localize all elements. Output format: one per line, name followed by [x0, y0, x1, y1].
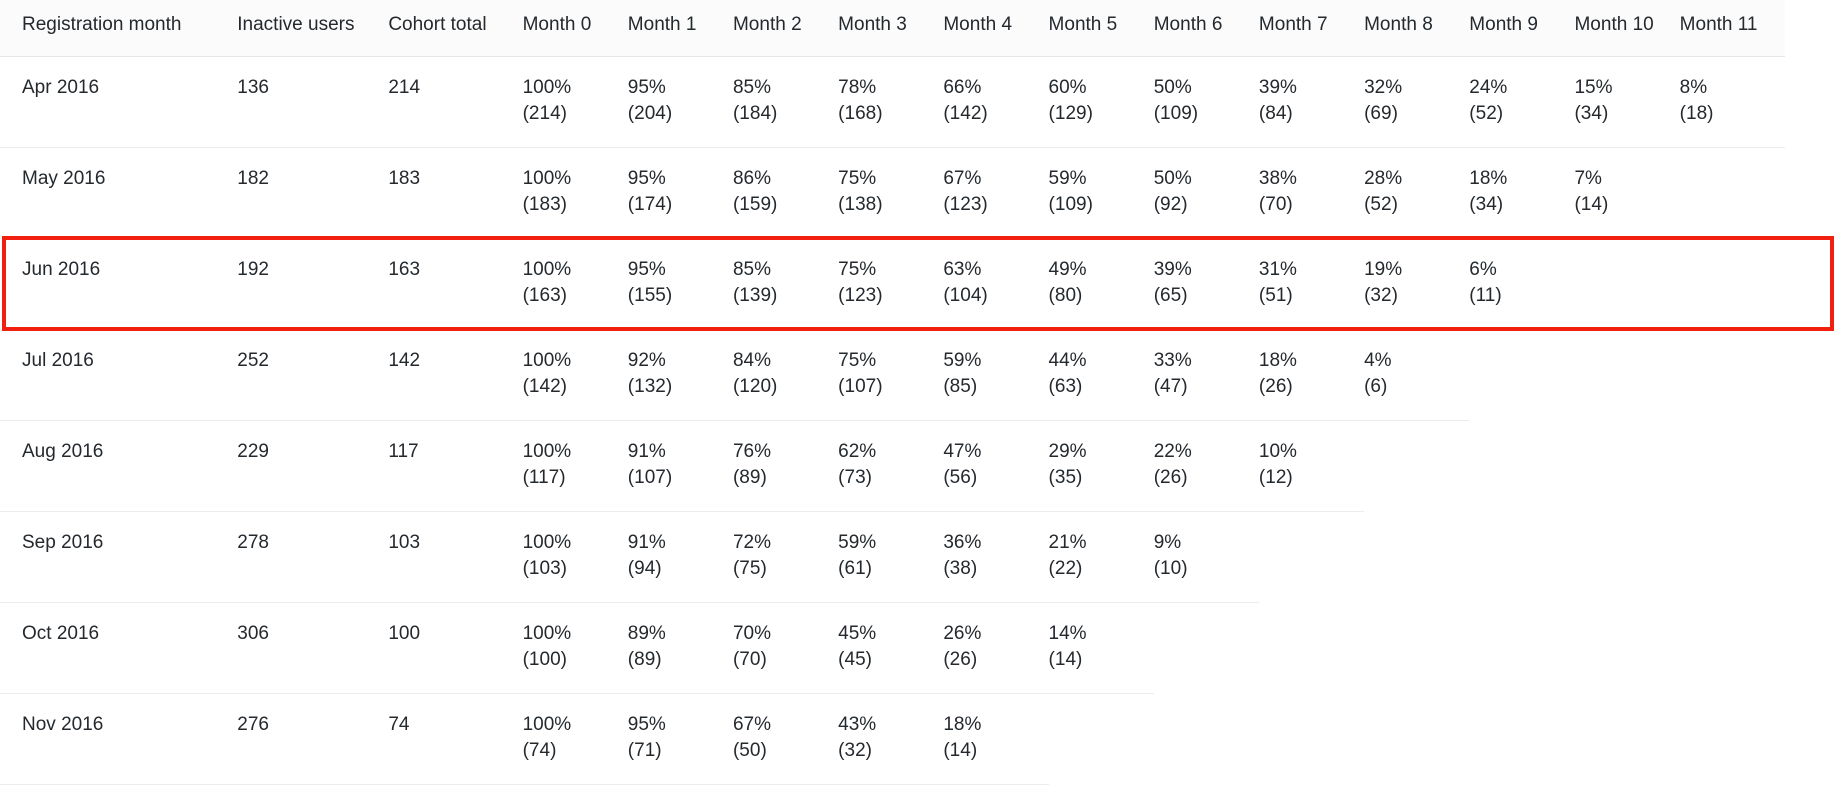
- cell-count: (10): [1153, 558, 1188, 579]
- cell-count: (123): [943, 194, 988, 215]
- cell-month-10: [1574, 694, 1679, 785]
- cell-month-5: [1049, 148, 1154, 239]
- cell-cohort-total: 142: [388, 330, 522, 421]
- cell-count: (84): [1258, 103, 1293, 124]
- table-row: [0, 148, 1785, 239]
- cell-month-8: [1364, 603, 1469, 694]
- cell-count: (32): [1364, 285, 1398, 306]
- cell-month-3: [838, 239, 943, 330]
- cell-percent: 95%: [627, 259, 666, 280]
- cell-month-0: [523, 239, 628, 330]
- cell-registration-month: Jun 2016: [0, 239, 237, 330]
- cell-count: (85): [943, 376, 978, 397]
- table-row: [0, 239, 1785, 330]
- cell-count: (109): [1048, 194, 1093, 215]
- cell-percent: 45%: [838, 623, 877, 644]
- cell-month-4: [943, 603, 1048, 694]
- cell-month-10: [1574, 148, 1679, 239]
- cell-percent: 21%: [1048, 532, 1087, 553]
- cell-cohort-total: 214: [388, 57, 522, 148]
- cell-month-0: [523, 330, 628, 421]
- cell-count: (34): [1574, 103, 1609, 124]
- cell-count: (26): [943, 649, 978, 670]
- cell-count: (47): [1153, 376, 1188, 397]
- cell-month-6: [1154, 148, 1259, 239]
- cell-month-8: [1364, 512, 1469, 603]
- cell-count: (69): [1364, 103, 1398, 124]
- cell-month-1: [628, 603, 733, 694]
- cell-percent: 91%: [627, 441, 666, 462]
- cell-month-0: [523, 421, 628, 512]
- cell-month-7: [1259, 330, 1364, 421]
- cell-percent: 75%: [838, 350, 877, 371]
- cell-percent: 91%: [627, 532, 666, 553]
- table-row: [0, 57, 1785, 148]
- cell-month-3: [838, 148, 943, 239]
- cell-month-1: [628, 421, 733, 512]
- cell-month-9: [1469, 239, 1574, 330]
- cell-cohort-total: 100: [388, 603, 522, 694]
- column-header-month-1: Month 1: [628, 0, 733, 57]
- cell-month-5: [1049, 694, 1154, 785]
- cell-percent: 50%: [1153, 77, 1192, 98]
- table-row: [0, 330, 1785, 421]
- column-header-cohort-total: Cohort total: [388, 0, 522, 57]
- cell-registration-month: Jul 2016: [0, 330, 237, 421]
- cell-month-10: [1574, 330, 1679, 421]
- cell-count: (123): [838, 285, 883, 306]
- cell-month-11: [1680, 512, 1785, 603]
- cell-month-5: [1049, 239, 1154, 330]
- cell-count: (22): [1048, 558, 1083, 579]
- cell-month-2: [733, 57, 838, 148]
- cell-percent: 59%: [1048, 168, 1087, 189]
- cell-percent: 14%: [1048, 623, 1087, 644]
- cell-percent: 8%: [1679, 77, 1708, 98]
- cell-percent: 28%: [1364, 168, 1403, 189]
- column-header-month-3: Month 3: [838, 0, 943, 57]
- cell-count: (63): [1048, 376, 1083, 397]
- cell-percent: 15%: [1574, 77, 1613, 98]
- cell-count: (70): [732, 649, 767, 670]
- cell-count: (174): [627, 194, 673, 215]
- table-header: [0, 0, 1785, 57]
- cell-month-9: [1469, 330, 1574, 421]
- table-row: [0, 512, 1785, 603]
- cell-percent: 100%: [522, 77, 572, 98]
- column-header-registration-month: Registration month: [0, 0, 237, 57]
- cell-count: (14): [943, 740, 978, 761]
- cell-percent: 4%: [1364, 350, 1392, 371]
- cell-percent: 85%: [732, 77, 772, 98]
- cell-month-3: [838, 57, 943, 148]
- cell-month-0: [523, 603, 628, 694]
- cell-percent: 36%: [943, 532, 982, 553]
- cell-count: (74): [522, 740, 557, 761]
- cell-percent: 70%: [732, 623, 772, 644]
- cell-month-2: [733, 694, 838, 785]
- cell-month-7: [1259, 57, 1364, 148]
- cell-percent: 43%: [838, 714, 877, 735]
- cell-percent: 50%: [1153, 168, 1192, 189]
- cell-count: (65): [1153, 285, 1188, 306]
- cell-percent: 19%: [1364, 259, 1403, 280]
- cell-count: (12): [1258, 467, 1293, 488]
- cell-percent: 39%: [1258, 77, 1297, 98]
- cell-percent: 10%: [1258, 441, 1297, 462]
- cell-count: (168): [838, 103, 883, 124]
- cell-month-9: [1469, 512, 1574, 603]
- cell-month-10: [1574, 603, 1679, 694]
- cell-month-4: [943, 421, 1048, 512]
- cell-month-6: [1154, 57, 1259, 148]
- cell-count: (11): [1469, 285, 1502, 306]
- cell-month-6: [1154, 694, 1259, 785]
- cell-percent: 72%: [732, 532, 772, 553]
- cell-registration-month: May 2016: [0, 148, 237, 239]
- cell-percent: 18%: [1469, 168, 1508, 189]
- cell-percent: 75%: [838, 259, 877, 280]
- cell-month-8: [1364, 421, 1469, 512]
- cell-percent: 18%: [1258, 350, 1297, 371]
- cell-month-9: [1469, 148, 1574, 239]
- cell-month-2: [733, 239, 838, 330]
- cell-percent: 49%: [1048, 259, 1087, 280]
- cell-count: (61): [838, 558, 872, 579]
- cell-month-4: [943, 512, 1048, 603]
- cell-month-10: [1574, 239, 1679, 330]
- cell-count: (142): [522, 376, 567, 397]
- column-header-month-10: Month 10: [1574, 0, 1679, 57]
- table-row: [0, 421, 1785, 512]
- cell-percent: 100%: [522, 168, 572, 189]
- cell-percent: 95%: [627, 714, 666, 735]
- cell-percent: 95%: [627, 168, 666, 189]
- cell-count: (14): [1048, 649, 1083, 670]
- column-header-month-2: Month 2: [733, 0, 838, 57]
- cell-month-5: [1049, 512, 1154, 603]
- cell-month-6: [1154, 330, 1259, 421]
- cell-month-0: [523, 148, 628, 239]
- column-header-inactive-users: Inactive users: [237, 0, 388, 57]
- cell-count: (45): [838, 649, 872, 670]
- cell-percent: 38%: [1258, 168, 1297, 189]
- cell-count: (138): [838, 194, 883, 215]
- cell-percent: 100%: [522, 441, 572, 462]
- cell-month-11: [1680, 694, 1785, 785]
- cell-count: (34): [1469, 194, 1504, 215]
- cell-registration-month: Sep 2016: [0, 512, 237, 603]
- cell-month-7: [1259, 603, 1364, 694]
- cell-count: (26): [1258, 376, 1293, 397]
- cell-percent: 100%: [522, 350, 572, 371]
- cell-month-2: [733, 421, 838, 512]
- cell-month-7: [1259, 239, 1364, 330]
- cell-month-1: [628, 694, 733, 785]
- cell-count: (100): [522, 649, 567, 670]
- cell-month-1: [628, 57, 733, 148]
- cell-count: (184): [732, 103, 778, 124]
- cell-count: (52): [1364, 194, 1398, 215]
- table-row: [0, 694, 1785, 785]
- cell-month-11: [1680, 148, 1785, 239]
- cell-count: (159): [732, 194, 778, 215]
- cell-count: (214): [522, 103, 567, 124]
- cell-month-11: [1680, 421, 1785, 512]
- cell-percent: 31%: [1258, 259, 1297, 280]
- column-header-month-0: Month 0: [523, 0, 628, 57]
- cell-month-6: [1154, 239, 1259, 330]
- cell-month-3: [838, 603, 943, 694]
- cell-count: (51): [1258, 285, 1293, 306]
- cell-percent: 86%: [732, 168, 772, 189]
- cell-month-4: [943, 330, 1048, 421]
- cell-percent: 92%: [627, 350, 666, 371]
- cell-month-3: [838, 421, 943, 512]
- cell-percent: 59%: [943, 350, 982, 371]
- cell-cohort-total: 163: [388, 239, 522, 330]
- cell-month-2: [733, 603, 838, 694]
- cell-count: (70): [1258, 194, 1293, 215]
- cell-percent: 100%: [522, 259, 572, 280]
- cell-count: (38): [943, 558, 978, 579]
- cell-count: (92): [1153, 194, 1188, 215]
- cell-registration-month: Oct 2016: [0, 603, 237, 694]
- cell-month-4: [943, 57, 1048, 148]
- cell-percent: 6%: [1469, 259, 1497, 280]
- cell-cohort-total: 74: [388, 694, 522, 785]
- cell-count: (120): [732, 376, 778, 397]
- cell-count: (56): [943, 467, 978, 488]
- table-row: [0, 603, 1785, 694]
- cell-month-7: [1259, 694, 1364, 785]
- cell-month-10: [1574, 512, 1679, 603]
- cell-percent: 39%: [1153, 259, 1192, 280]
- cell-cohort-total: 103: [388, 512, 522, 603]
- cell-month-6: [1154, 512, 1259, 603]
- cell-registration-month: Nov 2016: [0, 694, 237, 785]
- cell-month-4: [943, 694, 1048, 785]
- cell-registration-month: Aug 2016: [0, 421, 237, 512]
- column-header-month-5: Month 5: [1049, 0, 1154, 57]
- cell-percent: 32%: [1364, 77, 1403, 98]
- cell-month-7: [1259, 148, 1364, 239]
- cell-count: (80): [1048, 285, 1083, 306]
- cell-count: (50): [732, 740, 767, 761]
- cell-percent: 26%: [943, 623, 982, 644]
- cell-count: (14): [1574, 194, 1609, 215]
- cell-percent: 67%: [943, 168, 982, 189]
- cell-inactive-users: 278: [237, 512, 388, 603]
- cell-month-6: [1154, 421, 1259, 512]
- cell-percent: 95%: [627, 77, 666, 98]
- cell-month-4: [943, 148, 1048, 239]
- cell-count: (73): [838, 467, 872, 488]
- cell-inactive-users: 182: [237, 148, 388, 239]
- cell-percent: 100%: [522, 532, 572, 553]
- cell-month-8: [1364, 148, 1469, 239]
- cell-month-10: [1574, 57, 1679, 148]
- cell-percent: 24%: [1469, 77, 1508, 98]
- cell-count: (132): [627, 376, 673, 397]
- cell-count: (163): [522, 285, 567, 306]
- cell-month-5: [1049, 330, 1154, 421]
- cell-count: (75): [732, 558, 767, 579]
- cell-count: (32): [838, 740, 872, 761]
- cell-count: (142): [943, 103, 988, 124]
- cell-month-1: [628, 512, 733, 603]
- cell-count: (89): [627, 649, 662, 670]
- cell-month-2: [733, 512, 838, 603]
- cell-percent: 89%: [627, 623, 666, 644]
- column-header-month-9: Month 9: [1469, 0, 1574, 57]
- column-header-month-8: Month 8: [1364, 0, 1469, 57]
- cell-count: (104): [943, 285, 988, 306]
- cell-count: (6): [1364, 376, 1388, 397]
- cell-count: (204): [627, 103, 673, 124]
- cell-inactive-users: 252: [237, 330, 388, 421]
- cell-count: (94): [627, 558, 662, 579]
- column-header-month-6: Month 6: [1154, 0, 1259, 57]
- cell-month-11: [1680, 239, 1785, 330]
- cell-count: (183): [522, 194, 567, 215]
- cell-inactive-users: 276: [237, 694, 388, 785]
- cell-month-11: [1680, 603, 1785, 694]
- cell-percent: 29%: [1048, 441, 1087, 462]
- cell-percent: 62%: [838, 441, 877, 462]
- cell-month-0: [523, 512, 628, 603]
- cell-percent: 78%: [838, 77, 877, 98]
- cell-count: (89): [732, 467, 767, 488]
- table-header-row: [0, 0, 1785, 57]
- cell-month-2: [733, 148, 838, 239]
- cell-inactive-users: 192: [237, 239, 388, 330]
- cell-percent: 59%: [838, 532, 877, 553]
- cell-month-10: [1574, 421, 1679, 512]
- column-header-month-4: Month 4: [943, 0, 1048, 57]
- cell-count: (52): [1469, 103, 1504, 124]
- cell-month-9: [1469, 421, 1574, 512]
- cell-count: (139): [732, 285, 778, 306]
- cell-count: (117): [522, 467, 566, 488]
- cell-count: (129): [1048, 103, 1093, 124]
- cell-count: (155): [627, 285, 673, 306]
- cell-percent: 67%: [732, 714, 772, 735]
- cell-month-5: [1049, 421, 1154, 512]
- cell-month-3: [838, 694, 943, 785]
- cell-percent: 100%: [522, 623, 572, 644]
- cell-month-2: [733, 330, 838, 421]
- cell-count: (109): [1153, 103, 1199, 124]
- cell-month-8: [1364, 330, 1469, 421]
- cell-percent: 33%: [1153, 350, 1192, 371]
- cell-month-1: [628, 239, 733, 330]
- cell-month-11: [1680, 57, 1785, 148]
- cell-percent: 85%: [732, 259, 772, 280]
- cell-percent: 66%: [943, 77, 982, 98]
- cell-count: (18): [1679, 103, 1714, 124]
- cell-month-9: [1469, 694, 1574, 785]
- cell-month-0: [523, 57, 628, 148]
- cell-month-5: [1049, 57, 1154, 148]
- cell-cohort-total: 117: [388, 421, 522, 512]
- cell-month-8: [1364, 239, 1469, 330]
- cell-cohort-total: 183: [388, 148, 522, 239]
- cell-inactive-users: 306: [237, 603, 388, 694]
- cell-percent: 9%: [1153, 532, 1182, 553]
- cell-registration-month: Apr 2016: [0, 57, 237, 148]
- cell-inactive-users: 229: [237, 421, 388, 512]
- cell-percent: 60%: [1048, 77, 1087, 98]
- cell-month-0: [523, 694, 628, 785]
- cell-count: (35): [1048, 467, 1083, 488]
- cell-month-1: [628, 148, 733, 239]
- cell-percent: 75%: [838, 168, 877, 189]
- cell-percent: 44%: [1048, 350, 1087, 371]
- cell-percent: 22%: [1153, 441, 1192, 462]
- cell-count: (107): [627, 467, 673, 488]
- cell-percent: 100%: [522, 714, 572, 735]
- table-body: [0, 57, 1785, 785]
- cell-month-9: [1469, 57, 1574, 148]
- cell-month-8: [1364, 694, 1469, 785]
- cell-month-8: [1364, 57, 1469, 148]
- cell-percent: 47%: [943, 441, 982, 462]
- cell-month-11: [1680, 330, 1785, 421]
- cell-month-9: [1469, 603, 1574, 694]
- cell-month-6: [1154, 603, 1259, 694]
- cell-month-3: [838, 330, 943, 421]
- cell-month-5: [1049, 603, 1154, 694]
- cell-month-1: [628, 330, 733, 421]
- cell-count: (26): [1153, 467, 1188, 488]
- cell-month-7: [1259, 421, 1364, 512]
- cell-percent: 63%: [943, 259, 982, 280]
- column-header-month-7: Month 7: [1259, 0, 1364, 57]
- cell-count: (103): [522, 558, 567, 579]
- cell-percent: 84%: [732, 350, 772, 371]
- cell-count: (71): [627, 740, 662, 761]
- cell-inactive-users: 136: [237, 57, 388, 148]
- cell-percent: 7%: [1574, 168, 1602, 189]
- cell-month-3: [838, 512, 943, 603]
- cell-month-7: [1259, 512, 1364, 603]
- cell-month-4: [943, 239, 1048, 330]
- cell-count: (107): [838, 376, 883, 397]
- column-header-month-11: Month 11: [1680, 0, 1785, 57]
- cell-percent: 76%: [732, 441, 772, 462]
- cell-percent: 18%: [943, 714, 982, 735]
